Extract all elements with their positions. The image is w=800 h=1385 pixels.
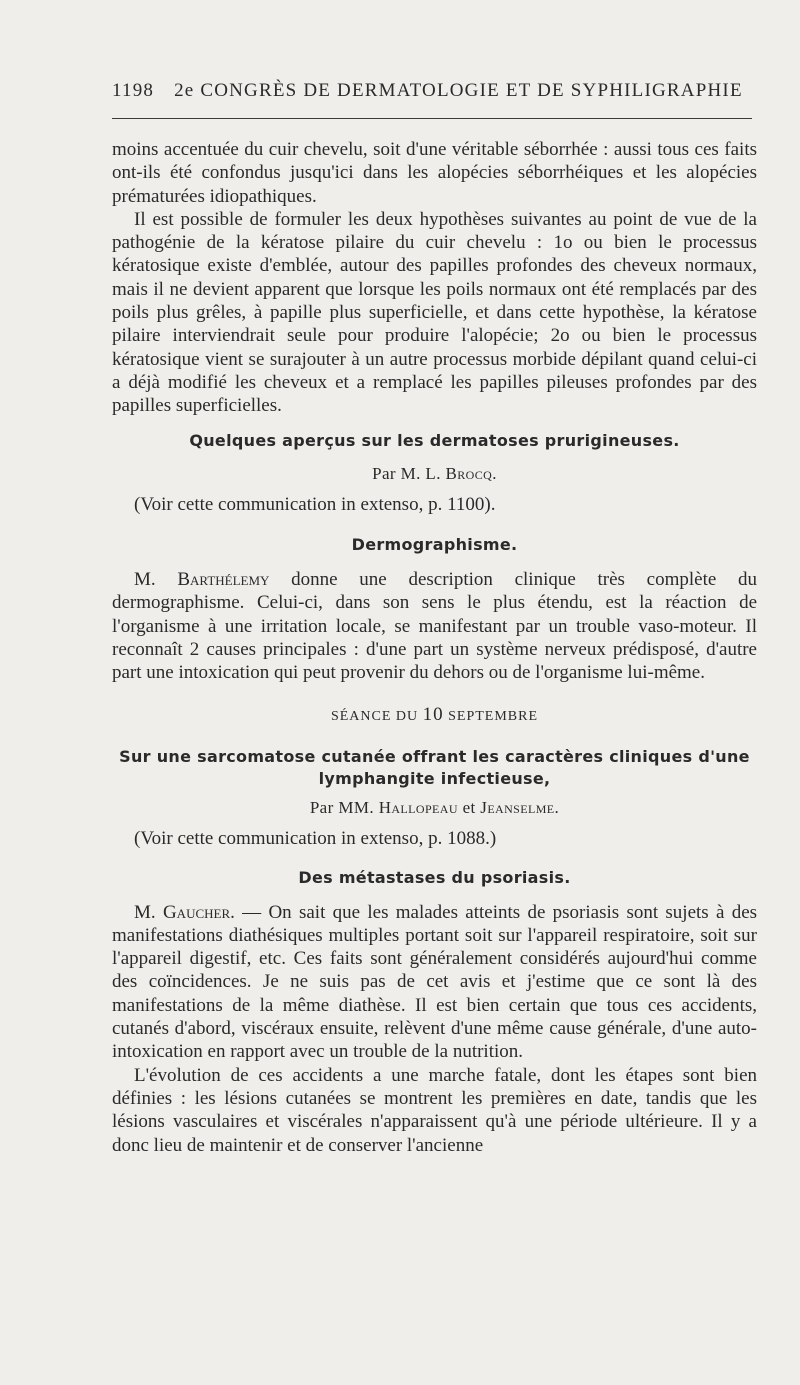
section-heading-dermographisme: Dermographisme. (351, 535, 518, 555)
speaker-prefix: M. (134, 569, 156, 591)
session-heading (112, 703, 757, 728)
byline-conjunction: et (462, 797, 476, 817)
speaker-name: Gaucher. (162, 901, 235, 923)
author-name: Jeanselme. (480, 797, 560, 817)
speaker-name: Barthélemy (177, 569, 270, 591)
author-name: Brocq. (445, 463, 497, 483)
speaker-prefix: M. (134, 901, 156, 923)
byline-hallopeau-jeanselme (112, 796, 757, 819)
session-month: SEPTEMBRE (448, 708, 539, 724)
byline-prefix: Par MM. (309, 797, 375, 817)
body-text (112, 138, 757, 1157)
author-name: Hallopeau (378, 797, 458, 817)
paragraph-text: donne une description clinique très complète du dermographisme. Celui-ci, dans son sens le plus étendu, est la réaction de l'organisme à une irritation locale, se manifestant par un trouble vaso-moteur. Il reconnaît 2 causes principales : d'une part un système nerveux prédisposé, d'autre part une intoxication qui peut provenir du dehors ou de l'organisme lui-même. (112, 569, 758, 684)
running-header (112, 80, 757, 102)
paragraph-evolution: L'évolution de ces accidents a une marche fatale, dont les étapes sont bien définies : les lésions cutanées se montrent les premières en date, tandis que les lésions vasculaires et viscérales n'apparaissent qu'à une période ultérieure. Il y a donc lieu de maintenir et de conserver l'ancienne (112, 1064, 757, 1156)
reference-note: (Voir cette communication in extenso, p. 1100). (134, 493, 496, 515)
section-heading-dermatoses: Quelques aperçus sur les dermatoses prurigineuses. (189, 430, 680, 450)
byline-brocq (112, 462, 757, 485)
session-label: SÉANCE DU (330, 708, 419, 724)
paragraph-barthelemy (112, 568, 757, 684)
paragraph-gaucher (112, 901, 757, 1064)
running-title: 2e CONGRÈS DE DERMATOLOGIE ET DE SYPHILIGRAPHIE (174, 80, 743, 101)
byline-prefix: Par M. L. (372, 463, 441, 483)
paragraph-text: — On sait que les malades atteints de psoriasis sont sujets à des manifestations diathésiques multiples portant soit sur l'appareil respiratoire, soit sur l'appareil digestif, etc. Ces faits sont généralement considérés aujourd'hui comme des coïncidences. Je ne suis pas de cet avis et j'estime que ce sont là des manifestations de la même diathèse. Il est bien certain que tous ces accidents, cutanés d'abord, viscéraux ensuite, relèvent d'une même cause générale, d'une auto-intoxication en rapport avec un trouble de la nutrition. (112, 901, 758, 1063)
session-day: 10 (422, 703, 444, 725)
section-heading-psoriasis: Des métastases du psoriasis. (298, 867, 571, 887)
section-heading-sarcomatose: Sur une sarcomatose cutanée offrant les caractères cliniques d'une lymphangite infectieuse, (119, 746, 750, 788)
paragraph-continued: moins accentuée du cuir chevelu, soit d'une véritable séborrhée : aussi tous ces faits ont-ils été confondus jusqu'ici dans les alopécies séborrhéiques et les alopécies prématurées idiopathiques. (112, 139, 757, 207)
header-rule (112, 118, 752, 119)
paragraph-hypotheses: Il est possible de formuler les deux hypothèses suivantes au point de vue de la pathogénie de la kératose pilaire du cuir chevelu : 1o ou bien le processus kératosique existe d'emblée, autour des papilles profondes des cheveux normaux, mais il ne devient apparent que lorsque les poils normaux ont été remplacés par des poils plus grêles, à papille plus superficielle, et dans cette hypothèse, la kératose pilaire interviendrait seule pour produire l'alopécie; 2o ou bien le processus kératosique vient se surajouter à un autre processus morbide dépilant quand celui-ci a déjà modifié les cheveux et a remplacé les papilles pileuses profondes par des papilles superficielles. (112, 208, 757, 417)
reference-note: (Voir cette communication in extenso, p. 1088.) (134, 828, 497, 850)
page-number: 1198 (112, 80, 155, 101)
